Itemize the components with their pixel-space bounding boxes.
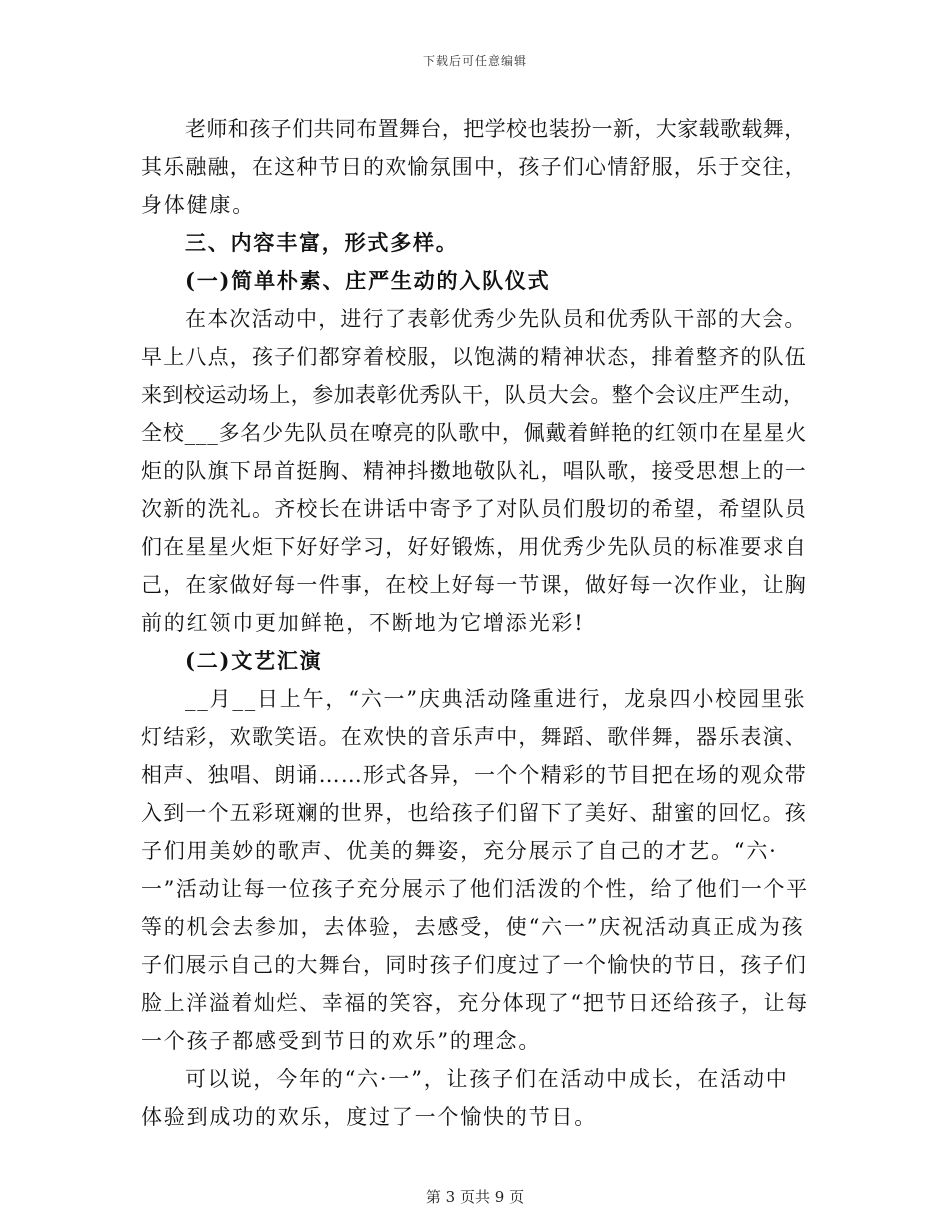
document-body [141, 110, 809, 1136]
text-line: 脸上洋溢着灿烂、幸福的笑容，充分体现了“把节日还给孩子，让每 [141, 991, 809, 1015]
text-line: 老师和孩子们共同布置舞台，把学校也装扮一新，大家载歌载舞， [185, 117, 806, 141]
text-line: 次新的洗礼。齐校长在讲话中寄予了对队员们殷切的希望，希望队员 [141, 497, 807, 521]
text-line: 一”活动让每一位孩子充分展示了他们活泼的个性，给了他们一个平 [141, 877, 809, 901]
section-heading: (二)文艺汇演 [185, 648, 323, 673]
text-line: 体验到成功的欢乐，度过了一个愉快的节日。 [141, 1105, 597, 1129]
text-line: 们在星星火炬下好好学习，好好锻炼，用优秀少先队员的标准要求自 [141, 535, 807, 559]
text-line: 灯结彩，欢歌笑语。在欢快的音乐声中，舞蹈、歌伴舞，器乐表演、 [141, 725, 807, 749]
text-line: 在本次活动中，进行了表彰优秀少先队员和优秀队干部的大会。 [185, 307, 807, 331]
text-line: 入到一个五彩斑斓的世界，也给孩子们留下了美好、甜蜜的回忆。孩 [141, 801, 807, 825]
text-line: 子们用美妙的歌声、优美的舞姿，充分展示了自己的才艺。“六· [141, 839, 778, 863]
text-line: 全校___多名少先队员在嘹亮的队歌中，佩戴着鲜艳的红领巾在星星火 [141, 421, 808, 445]
text-line: 子们展示自己的大舞台，同时孩子们度过了一个愉快的节日，孩子们 [141, 953, 807, 977]
text-line: 等的机会去参加，去体验，去感受，使“六一”庆祝活动真正成为孩 [141, 915, 805, 939]
text-line: 其乐融融，在这种节日的欢愉氛围中，孩子们心情舒服，乐于交往， [141, 155, 807, 179]
text-line: 一个孩子都感受到节日的欢乐”的理念。 [141, 1029, 542, 1053]
page-footer: 第 3 页共 9 页 [425, 1188, 525, 1206]
section-heading: 三、内容丰富，形式多样。 [185, 230, 459, 255]
text-line: 相声、独唱、朗诵……形式各异，一个个精彩的节目把在场的观众带 [141, 763, 807, 787]
text-line: 可以说，今年的“六·一”，让孩子们在活动中成长，在活动中 [185, 1067, 789, 1091]
text-line: 前的红领巾更加鲜艳，不断地为它增添光彩! [141, 611, 585, 635]
section-heading: (一)简单朴素、庄严生动的入队仪式 [185, 268, 551, 293]
text-line: 己，在家做好每一件事，在校上好每一节课，做好每一次作业，让胸 [141, 573, 807, 597]
text-line: 早上八点，孩子们都穿着校服，以饱满的精神状态，排着整齐的队伍 [141, 345, 807, 369]
text-line: 身体健康。 [141, 193, 255, 217]
text-line: 来到校运动场上，参加表彰优秀队干，队员大会。整个会议庄严生动， [141, 383, 805, 407]
text-line: __月__日上午，“六一”庆典活动隆重进行，龙泉四小校园里张 [185, 687, 807, 711]
text-line: 炬的队旗下昂首挺胸、精神抖擞地敬队礼，唱队歌，接受思想上的一 [141, 459, 807, 483]
page-header: 下载后可任意编辑 [422, 54, 527, 68]
